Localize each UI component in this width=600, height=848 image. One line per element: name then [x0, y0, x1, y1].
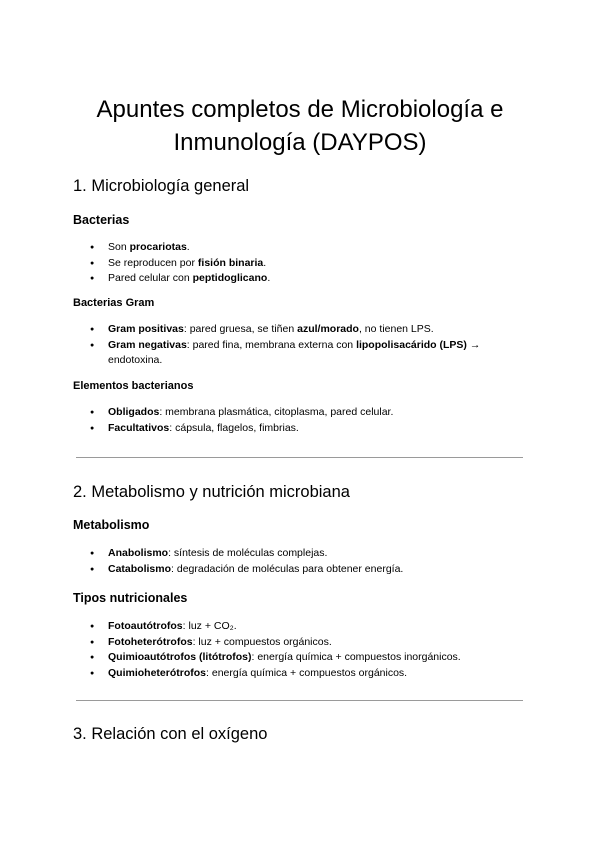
list-item: ● Son procariotas. [73, 240, 533, 256]
bullet-list [73, 322, 533, 369]
list-item: ● Pared celular con peptidoglicano. [73, 271, 533, 287]
list-item: ● Quimioheterótrofos: energía química + compuestos orgánicos. [73, 666, 533, 682]
list-item: ● Fotoautótrofos: luz + CO₂. [73, 619, 533, 635]
list-item: ● Se reproducen por fisión binaria. [73, 256, 533, 272]
list-item: ● Quimioautótrofos (litótrofos): energía química + compuestos inorgánicos. [73, 650, 533, 666]
document-title: Apuntes completos de Microbiología e Inmunología (DAYPOS) [96, 96, 504, 156]
bullet-list [73, 619, 533, 681]
section-heading: 3. Relación con el oxígeno [73, 725, 268, 743]
list-item: ● Gram negativas: pared fina, membrana externa con lipopolisacárido (LPS) → endotoxina. [73, 338, 533, 369]
section-heading: 2. Metabolismo y nutrición microbiana [73, 483, 350, 501]
list-item: ● Catabolismo: degradación de moléculas para obtener energía. [73, 562, 533, 578]
bullet-list [73, 546, 533, 577]
list-item: ● Obligados: membrana plasmática, citoplasma, pared celular. [73, 405, 533, 421]
list-item: ● Facultativos: cápsula, flagelos, fimbrias. [73, 421, 533, 437]
list-item: ● Gram positivas: pared gruesa, se tiñen azul/morado, no tienen LPS. [73, 322, 533, 338]
subsection-heading: Metabolismo [73, 518, 150, 532]
list-item: ● Anabolismo: síntesis de moléculas complejas. [73, 546, 533, 562]
section-divider [76, 457, 523, 458]
bullet-list [73, 405, 533, 436]
bullet-list [73, 240, 533, 287]
subsection-heading: Elementos bacterianos [73, 380, 194, 392]
section-heading: 1. Microbiología general [73, 177, 250, 195]
subsection-heading: Bacterias [73, 213, 130, 227]
subsection-heading: Tipos nutricionales [73, 591, 188, 605]
subsection-heading: Bacterias Gram [73, 297, 155, 309]
section-divider [76, 700, 523, 701]
list-item: ● Fotoheterótrofos: luz + compuestos orgánicos. [73, 635, 533, 651]
